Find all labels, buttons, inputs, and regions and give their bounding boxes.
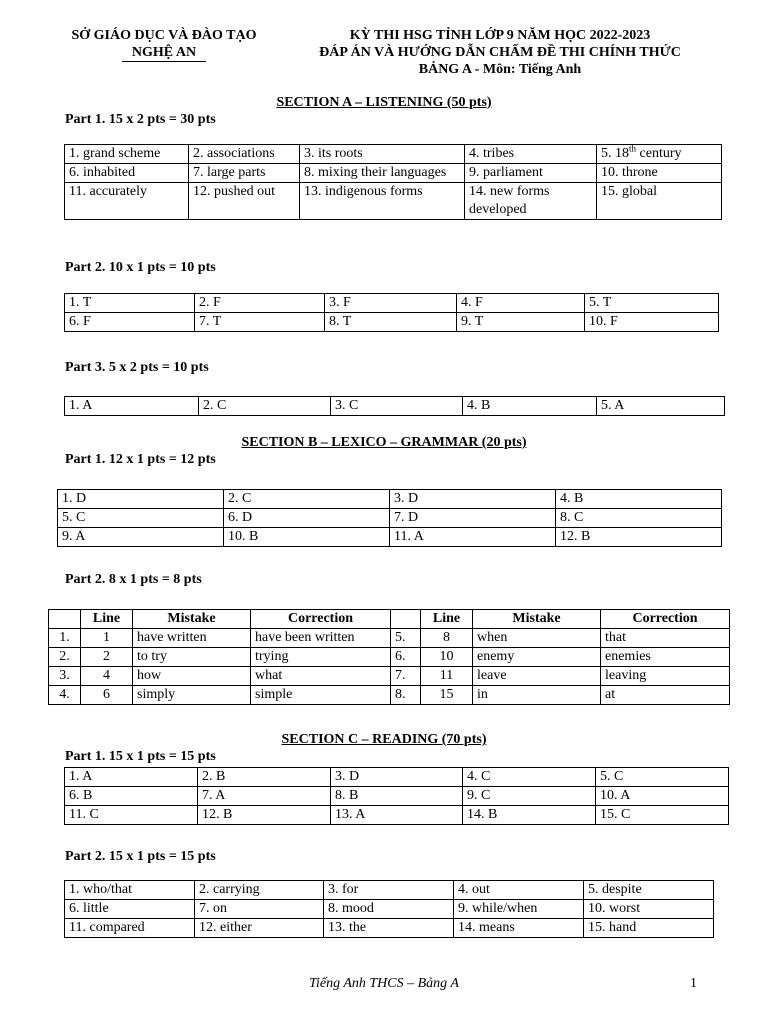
- table-row: [58, 509, 722, 528]
- answer-cell: 10. throne: [597, 164, 722, 183]
- answer-cell: 9. A: [58, 528, 224, 547]
- answer-cell: 7. A: [198, 787, 331, 806]
- table-row: [65, 900, 714, 919]
- mistake-cell: leave: [473, 667, 601, 686]
- answer-cell: 8. B: [331, 787, 463, 806]
- answer-cell: 15. C: [596, 806, 729, 825]
- section-c-part2-table: [64, 880, 714, 938]
- column-header: Correction: [251, 610, 391, 629]
- table-row: [65, 881, 714, 900]
- answer-cell: 14. means: [454, 919, 584, 938]
- answer-cell: 4. F: [457, 294, 585, 313]
- line-number: 11: [421, 667, 473, 686]
- answer-cell: 9. parliament: [465, 164, 597, 183]
- answer-cell: 8. C: [556, 509, 722, 528]
- header-left: [52, 27, 276, 62]
- item-number: 8.: [391, 686, 421, 705]
- mistake-cell: simply: [133, 686, 251, 705]
- line-number: 1: [81, 629, 133, 648]
- section-b-part1-table: [57, 489, 722, 547]
- column-header: Mistake: [473, 610, 601, 629]
- table-row: [49, 629, 730, 648]
- answer-cell: 6. inhabited: [65, 164, 189, 183]
- answer-cell: 8. T: [325, 313, 457, 332]
- answer-cell: 3. F: [325, 294, 457, 313]
- province-name: NGHỆ AN: [122, 44, 206, 62]
- answer-cell: 13. the: [324, 919, 454, 938]
- item-number: 5.: [391, 629, 421, 648]
- answer-cell: 4. tribes: [465, 145, 597, 164]
- table-row: [65, 183, 722, 220]
- table-row: [65, 294, 719, 313]
- section-a-part3-title: Part 3. 5 x 2 pts = 10 pts: [65, 360, 209, 375]
- column-header: Correction: [601, 610, 730, 629]
- answer-cell: 12. pushed out: [189, 183, 300, 220]
- mistake-cell: to try: [133, 648, 251, 667]
- line-number: 10: [421, 648, 473, 667]
- answer-text: 5. 18: [601, 146, 629, 161]
- department-name: SỞ GIÁO DỤC VÀ ĐÀO TẠO: [71, 28, 257, 43]
- item-number: 2.: [49, 648, 81, 667]
- answer-cell: 5. C: [596, 768, 729, 787]
- table-row: [58, 528, 722, 547]
- section-c-title: SECTION C – READING (70 pts): [281, 732, 487, 747]
- correction-cell: enemies: [601, 648, 730, 667]
- table-row: [49, 686, 730, 705]
- answer-cell: 6. little: [65, 900, 195, 919]
- item-number: 3.: [49, 667, 81, 686]
- answer-cell: 14. B: [463, 806, 596, 825]
- section-b-part2-title: Part 2. 8 x 1 pts = 8 pts: [65, 572, 202, 587]
- correction-cell: simple: [251, 686, 391, 705]
- answer-cell: 3. D: [390, 490, 556, 509]
- answer-cell: 2. carrying: [195, 881, 324, 900]
- line-number: 8: [421, 629, 473, 648]
- answer-cell: 6. D: [224, 509, 390, 528]
- section-b-title: SECTION B – LEXICO – GRAMMAR (20 pts): [241, 435, 527, 450]
- section-a-part2-table: [64, 293, 719, 332]
- line-number: 4: [81, 667, 133, 686]
- answer-cell: 10. F: [585, 313, 719, 332]
- mistake-cell: when: [473, 629, 601, 648]
- answer-cell: 11. A: [390, 528, 556, 547]
- answer-cell: 12. B: [556, 528, 722, 547]
- column-header: Mistake: [133, 610, 251, 629]
- answer-cell: 5. C: [58, 509, 224, 528]
- table-row: [65, 806, 729, 825]
- answer-cell: 2. B: [198, 768, 331, 787]
- answer-cell: 11. compared: [65, 919, 195, 938]
- answer-cell: 7. large parts: [189, 164, 300, 183]
- answer-cell: 9. T: [457, 313, 585, 332]
- answer-cell: 2. C: [199, 397, 331, 416]
- answer-cell: 7. T: [195, 313, 325, 332]
- correction-cell: at: [601, 686, 730, 705]
- table-row: [65, 919, 714, 938]
- answer-cell: 10. B: [224, 528, 390, 547]
- answer-cell: 2. F: [195, 294, 325, 313]
- answer-cell: 3. C: [331, 397, 463, 416]
- section-a-part3-table: [64, 396, 725, 416]
- answer-cell: 5. A: [597, 397, 725, 416]
- section-b-part1-title: Part 1. 12 x 1 pts = 12 pts: [65, 452, 216, 467]
- answer-cell: 1. who/that: [65, 881, 195, 900]
- table-row: [65, 164, 722, 183]
- answer-cell: 10. A: [596, 787, 729, 806]
- answer-cell: 12. B: [198, 806, 331, 825]
- answer-cell: 4. C: [463, 768, 596, 787]
- answer-cell: 9. while/when: [454, 900, 584, 919]
- answer-cell: 12. either: [195, 919, 324, 938]
- answer-text: century: [639, 146, 682, 161]
- table-row: [58, 490, 722, 509]
- item-number: 4.: [49, 686, 81, 705]
- answer-cell: 7. D: [390, 509, 556, 528]
- table-row: [65, 145, 722, 164]
- column-header: Line: [81, 610, 133, 629]
- answer-cell: 3. for: [324, 881, 454, 900]
- mistake-cell: how: [133, 667, 251, 686]
- page-footer: Tiếng Anh THCS – Bảng A: [308, 976, 459, 991]
- section-a-title: SECTION A – LISTENING (50 pts): [276, 95, 492, 110]
- answer-cell: 1. D: [58, 490, 224, 509]
- answer-cell: 15. global: [597, 183, 722, 220]
- answer-cell: 1. A: [65, 397, 199, 416]
- section-c-part2-title: Part 2. 15 x 1 pts = 15 pts: [65, 849, 216, 864]
- table-row: [65, 313, 719, 332]
- page-number: 1: [690, 976, 697, 991]
- correction-cell: that: [601, 629, 730, 648]
- answer-cell: 1. grand scheme: [65, 145, 189, 164]
- answer-cell: 13. indigenous forms: [300, 183, 465, 220]
- table-header-row: [49, 610, 730, 629]
- column-header: [391, 610, 421, 629]
- answer-cell: 11. C: [65, 806, 198, 825]
- answer-cell: 8. mood: [324, 900, 454, 919]
- correction-cell: what: [251, 667, 391, 686]
- answer-cell: 5. T: [585, 294, 719, 313]
- section-c-part1-table: [64, 767, 729, 825]
- answer-cell: 5. despite: [584, 881, 714, 900]
- answer-cell: 8. mixing their languages: [300, 164, 465, 183]
- answer-cell: [597, 145, 722, 164]
- section-a-part1-title: Part 1. 15 x 2 pts = 30 pts: [65, 112, 216, 127]
- section-a-part2-title: Part 2. 10 x 1 pts = 10 pts: [65, 260, 216, 275]
- answer-cell: 9. C: [463, 787, 596, 806]
- item-number: 7.: [391, 667, 421, 686]
- line-number: 15: [421, 686, 473, 705]
- column-header: [49, 610, 81, 629]
- section-b-part2-table: [48, 609, 730, 705]
- line-number: 6: [81, 686, 133, 705]
- superscript: th: [629, 143, 637, 154]
- answer-cell: 4. B: [463, 397, 597, 416]
- answer-cell: 3. D: [331, 768, 463, 787]
- item-number: 1.: [49, 629, 81, 648]
- mistake-cell: in: [473, 686, 601, 705]
- item-number: 6.: [391, 648, 421, 667]
- section-a-part1-table: [64, 144, 722, 220]
- header-right: [290, 27, 710, 78]
- answer-cell: 15. hand: [584, 919, 714, 938]
- table-row: [65, 397, 725, 416]
- answer-cell: 13. A: [331, 806, 463, 825]
- answer-cell: 1. T: [65, 294, 195, 313]
- answer-cell: 2. associations: [189, 145, 300, 164]
- answer-cell: 10. worst: [584, 900, 714, 919]
- subject-title: BẢNG A - Môn: Tiếng Anh: [418, 62, 582, 77]
- answer-cell: 7. on: [195, 900, 324, 919]
- answer-cell: 14. new forms developed: [465, 183, 597, 220]
- answer-cell: 4. B: [556, 490, 722, 509]
- line-number: 2: [81, 648, 133, 667]
- answer-cell: 4. out: [454, 881, 584, 900]
- answer-cell: 1. A: [65, 768, 198, 787]
- mistake-cell: enemy: [473, 648, 601, 667]
- answer-key-title: ĐÁP ÁN VÀ HƯỚNG DẪN CHẤM ĐỀ THI CHÍNH THỨC: [319, 45, 681, 60]
- section-c-part1-title: Part 1. 15 x 1 pts = 15 pts: [65, 749, 216, 764]
- table-row: [49, 648, 730, 667]
- table-row: [65, 787, 729, 806]
- correction-cell: have been written: [251, 629, 391, 648]
- table-row: [49, 667, 730, 686]
- table-row: [65, 768, 729, 787]
- correction-cell: leaving: [601, 667, 730, 686]
- answer-cell: 6. F: [65, 313, 195, 332]
- answer-cell: 3. its roots: [300, 145, 465, 164]
- column-header: Line: [421, 610, 473, 629]
- answer-cell: 6. B: [65, 787, 198, 806]
- correction-cell: trying: [251, 648, 391, 667]
- mistake-cell: have written: [133, 629, 251, 648]
- exam-title: KỲ THI HSG TỈNH LỚP 9 NĂM HỌC 2022-2023: [349, 28, 651, 43]
- answer-cell: 2. C: [224, 490, 390, 509]
- answer-cell: 11. accurately: [65, 183, 189, 220]
